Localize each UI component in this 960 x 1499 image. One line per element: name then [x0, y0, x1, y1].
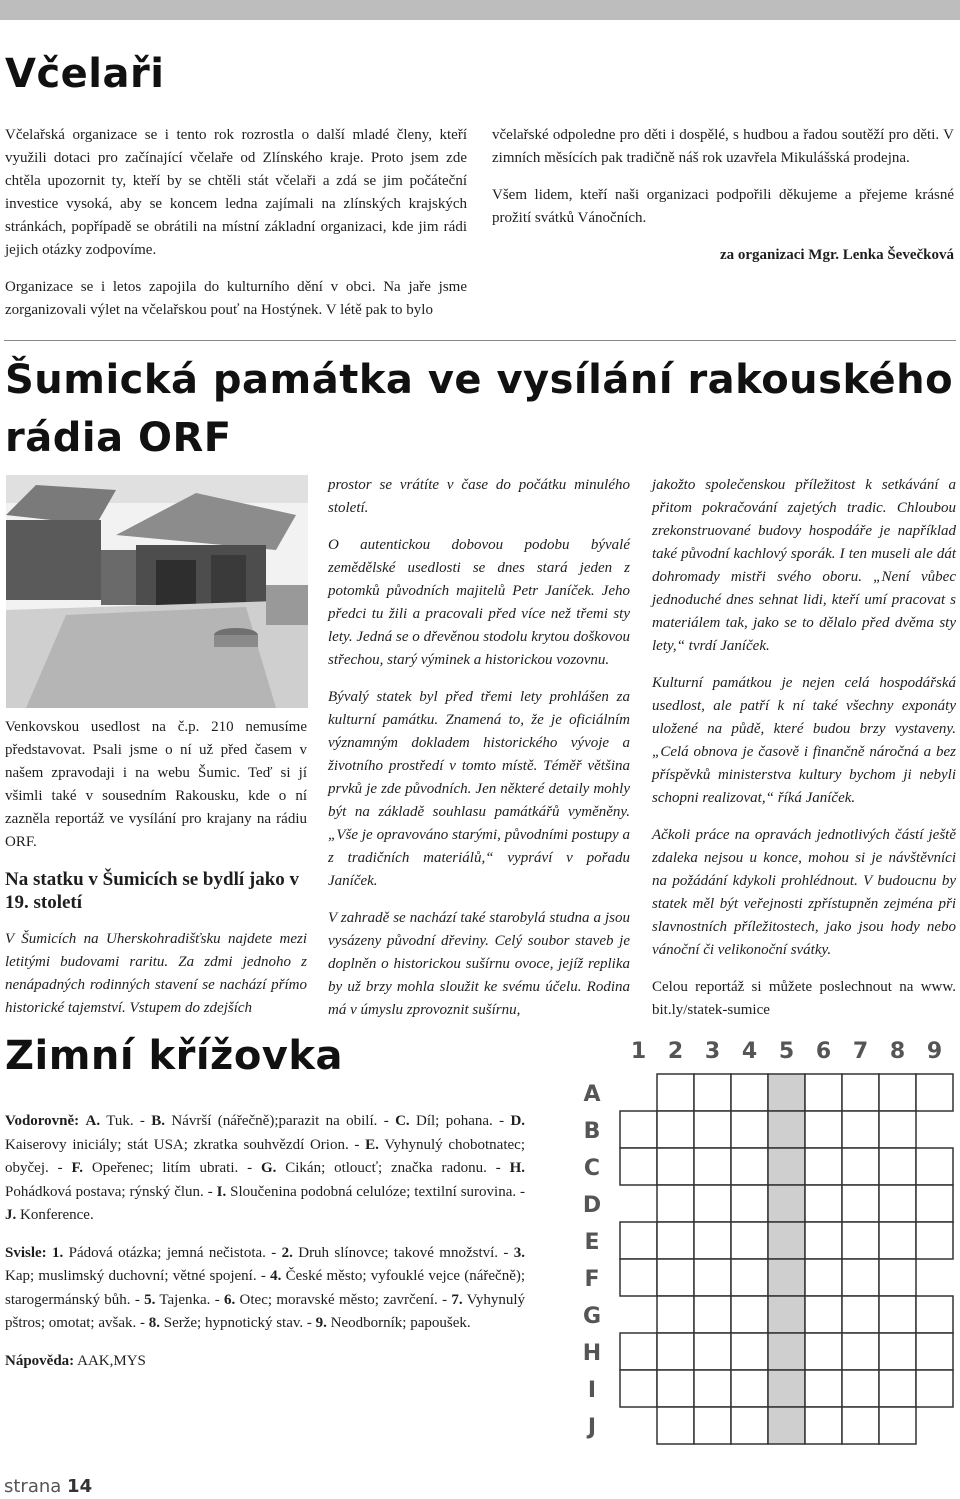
grid-row-label: H: [582, 1341, 602, 1366]
grid-cell: [842, 1111, 879, 1148]
clue-svisle-key: 3.: [513, 1244, 525, 1261]
sumice-column-1: [5, 716, 307, 1034]
grid-cell: [879, 1148, 916, 1185]
clues-vodorovne-label: Vodorovně:: [5, 1113, 80, 1129]
clue-vodorovne-key: B.: [151, 1113, 166, 1129]
grid-cell: [916, 1222, 953, 1259]
grid-cell: [731, 1259, 768, 1296]
grid-cell: [694, 1074, 731, 1111]
grid-cell: [916, 1148, 953, 1185]
grid-cell: [916, 1074, 953, 1111]
grid-col-label: 2: [667, 1039, 684, 1064]
sumice-col2-p3: Bývalý statek byl před třemi lety prohlášen za kulturní památku. Znamená to, že je oficiálním významným dokladem historického vývoje a životního prostředí v tomto místě. Téměř většina prvků je zde původních. Jen některé detaily mohly být na základě souhlasu památkářů vyměněny. „Vše je opravováno starými, původními postupy a z tradičních materiálů,“ vypráví v pořadu Janíček.: [328, 689, 630, 889]
grid-cell: [842, 1074, 879, 1111]
grid-cell: [842, 1148, 879, 1185]
clues-vodorovne-list: [5, 1113, 525, 1223]
grid-cell: [731, 1074, 768, 1111]
sumice-col3-p2: Kulturní památkou je nejen celá hospodářská usedlost, ale patří k ní také všechny exponáty uložené na půdě, které budou brzy vystaveny. „Celá obnova je časově i finančně náročná a bez příspěvků ministerstva kultury bychom ji nebyli schopni realizovat,“ říká Janíček.: [652, 675, 956, 806]
grid-cell: [694, 1185, 731, 1222]
grid-cell: [731, 1222, 768, 1259]
grid-cell: [620, 1148, 657, 1185]
sumice-col2-p1: prostor se vrátíte v čase do počátku minulého století.: [328, 477, 630, 516]
grid-cell: [768, 1333, 805, 1370]
clue-vodorovne-text: Návrší (nářečně);parazit na obilí. -: [171, 1113, 389, 1129]
grid-row-label: C: [583, 1156, 601, 1181]
grid-cell: [768, 1074, 805, 1111]
clue-vodorovne-key: E.: [365, 1136, 379, 1153]
clue-svisle-key: 1.: [52, 1244, 64, 1261]
grid-cell: [657, 1222, 694, 1259]
grid-cell: [694, 1148, 731, 1185]
grid-cell: [879, 1370, 916, 1407]
clues-napoveda: [5, 1350, 525, 1374]
grid-cell: [879, 1185, 916, 1222]
section-title-krizovka: Zimní křížovka: [5, 1033, 343, 1079]
sumice-col2-p4: V zahradě se nachází také starobylá studna a jsou vysázeny původní dřeviny. Celý soubor staveb je doplněn o historickou sušírnu ovoce, jejíž replika by už brzy mohla sloužit ke svému účelu. Rodina má v úmyslu zprovoznit sušírnu,: [328, 910, 630, 1018]
grid-cell: [768, 1296, 805, 1333]
clue-vodorovne-text: Tuk. -: [106, 1113, 145, 1129]
grid-cell: [805, 1074, 842, 1111]
grid-cell: [768, 1222, 805, 1259]
clue-vodorovne-text: Konference.: [20, 1207, 94, 1223]
clue-svisle-key: 6.: [224, 1291, 236, 1308]
grid-cell: [620, 1370, 657, 1407]
clue-svisle-text: Vyhynulý pštros; omotat; avšak. -: [5, 1291, 525, 1331]
section-title-vcelari: Včelaři: [5, 51, 165, 97]
grid-cell: [916, 1333, 953, 1370]
clue-vodorovne-text: Opeřenec; litím ubrati. -: [91, 1160, 253, 1176]
clue-svisle-key: 7.: [451, 1291, 463, 1308]
grid-cell: [879, 1111, 916, 1148]
grid-cell: [657, 1407, 694, 1444]
grid-cell: [879, 1259, 916, 1296]
grid-cell: [805, 1370, 842, 1407]
grid-cell: [657, 1333, 694, 1370]
grid-row-label: G: [582, 1304, 602, 1329]
grid-cell: [842, 1407, 879, 1444]
grid-cell: [731, 1111, 768, 1148]
clues-svisle: [5, 1242, 525, 1336]
sumice-column-2: [328, 474, 630, 1036]
grid-cell: [731, 1148, 768, 1185]
clue-svisle-text: České město; vyfouklé vejce (nářečně); starogermánský bůh. -: [5, 1268, 526, 1308]
vcelari-right-column: [492, 124, 954, 281]
clues-svisle-list: [5, 1245, 525, 1332]
grid-row-label: D: [582, 1193, 602, 1218]
clue-vodorovne-text: Vyhynulý chobotnatec; obyčej. -: [5, 1136, 525, 1176]
grid-cell: [842, 1370, 879, 1407]
grid-cell: [879, 1222, 916, 1259]
grid-cell: [805, 1222, 842, 1259]
crossword-grid-svg: [572, 1032, 956, 1452]
grid-row-label: A: [583, 1082, 601, 1107]
grid-cell: [694, 1407, 731, 1444]
grid-cell: [731, 1296, 768, 1333]
grid-col-label: 6: [815, 1039, 832, 1064]
vcelari-signature: za organizaci Mgr. Lenka Ševečková: [719, 247, 954, 263]
clue-svisle-key: 4.: [270, 1268, 282, 1284]
grid-cell: [805, 1148, 842, 1185]
grid-cell: [842, 1296, 879, 1333]
grid-cell: [694, 1259, 731, 1296]
grid-cell: [731, 1370, 768, 1407]
grid-row-label: J: [587, 1415, 597, 1440]
grid-cell: [879, 1407, 916, 1444]
grid-cell: [879, 1296, 916, 1333]
grid-cell: [768, 1148, 805, 1185]
footer-label: strana: [4, 1476, 62, 1497]
clue-svisle-text: Otec; moravské město; zavrčení. -: [239, 1291, 448, 1308]
clue-vodorovne-key: G.: [260, 1160, 277, 1176]
vcelari-paragraph-3: včelařské odpoledne pro děti i dospělé, s hudbou a řadou soutěží pro děti. V zimních měsících pak tradičně náš rok uzavřela Mikulášská prodejna.: [492, 127, 954, 166]
sumice-col1-text: V Šumicích na Uherskohradišťsku najdete mezi letitými budovami raritu. Za zdmi jednoho z nenápadných rodinných stavení se nachází přímo historické tajemství. Vstupem do zdejších: [5, 931, 307, 1016]
clue-vodorovne-key: C.: [395, 1113, 410, 1129]
grid-cell: [657, 1370, 694, 1407]
grid-cell: [916, 1185, 953, 1222]
grid-col-label: 8: [889, 1039, 906, 1064]
clue-svisle-text: Tajenka. -: [159, 1291, 220, 1308]
clue-vodorovne-key: J.: [5, 1207, 17, 1223]
grid-cell: [768, 1370, 805, 1407]
grid-cell: [657, 1185, 694, 1222]
grid-cell: [620, 1111, 657, 1148]
grid-row-label: B: [583, 1119, 601, 1144]
clue-vodorovne-key: F.: [71, 1160, 83, 1176]
clue-svisle-text: Neodborník; papoušek.: [330, 1315, 471, 1331]
clue-svisle-text: Pádová otázka; jemná nečistota. -: [68, 1244, 277, 1261]
grid-cell: [879, 1333, 916, 1370]
sumice-intro: Venkovskou usedlost na č.p. 210 nemusíme představovat. Psali jsme o ní už před časem v našem zpravodaji i na webu Šumic. Teď si jí všimli také v sousedním Rakousku, kde o ní zazněla reportáž ve vysílání pro krajany na rádiu ORF.: [5, 719, 307, 850]
clue-svisle-key: 2.: [281, 1244, 293, 1261]
grid-cell: [842, 1333, 879, 1370]
grid-col-label: 4: [741, 1039, 758, 1064]
farmstead-photo: [6, 475, 308, 708]
clues-vodorovne: [5, 1110, 525, 1228]
grid-cell: [694, 1370, 731, 1407]
grid-col-label: 7: [852, 1039, 869, 1064]
clue-svisle-key: 8.: [148, 1315, 160, 1331]
vcelari-paragraph-2: Organizace se i letos zapojila do kulturního dění v obci. Na jaře jsme zorganizovali výlet na včelařskou pouť na Hostýnek. V létě pak to bylo: [5, 279, 467, 318]
grid-cell: [620, 1222, 657, 1259]
grid-cell: [657, 1074, 694, 1111]
grid-cell: [694, 1111, 731, 1148]
clue-svisle-text: Kap; muslimský duchovní; větné spojení. -: [5, 1268, 266, 1284]
crossword-grid: [572, 1032, 956, 1452]
sumice-col3-p1: jakožto společenskou příležitost k setkávání a přitom pokračování zajetých tradic. Chloubou zrekonstruované budovy hospodáře je například také původní kachlový sporák. I ten museli ale dát dohromady mistři svého oboru. „Není vůbec jednoduché dnes sehnat lidi, kteří umí pracovat s materiálem tak, jako se to dělalo před dvěma sty lety,“ tvrdí Janíček.: [652, 477, 956, 654]
clue-vodorovne-key: I.: [216, 1183, 227, 1200]
clue-svisle-key: 9.: [315, 1315, 327, 1331]
grid-cell: [657, 1111, 694, 1148]
top-color-bar: [0, 0, 960, 20]
grid-cell: [657, 1296, 694, 1333]
vcelari-left-column: [5, 124, 467, 336]
grid-cell: [879, 1074, 916, 1111]
krizovka-clues: [5, 1110, 525, 1387]
clue-svisle-text: Serže; hypnotický stav. -: [163, 1315, 312, 1331]
grid-col-label: 1: [630, 1039, 647, 1064]
footer-page-number: 14: [67, 1476, 93, 1497]
sumice-col3-p4: Celou reportáž si můžete poslechnout na www. bit.ly/statek-sumice: [652, 979, 956, 1018]
page-footer: [4, 1476, 92, 1497]
sumice-subtitle: Na statku v Šumicích se bydlí jako v 19. století: [5, 869, 300, 913]
vcelari-paragraph-4: Všem lidem, kteří naši organizaci podpořili děkujeme a přejeme krásné prožití svátků Vánočních.: [492, 187, 954, 226]
grid-row-label: F: [584, 1267, 600, 1292]
clue-vodorovne-key: D.: [510, 1113, 526, 1129]
vcelari-paragraph-1: Včelařská organizace se i tento rok rozrostla o další mladé členy, kteří využili dotaci pro začínající včelaře od Zlínského kraje. Proto jsem zde chtěla upozornit ty, kteří by se chtěli stát včelaři a zdá se jim počáteční investice vysoká, aby se koncem ledna zajímali na zlínských krajských stránkách, popřípadě se obrátili na místní základní organizaci, kde jim rádi jejich otázky zodpovíme.: [5, 127, 467, 258]
clue-svisle-key: 5.: [144, 1291, 156, 1308]
grid-cell: [805, 1407, 842, 1444]
grid-cell: [731, 1333, 768, 1370]
grid-cell: [805, 1296, 842, 1333]
grid-cell: [620, 1259, 657, 1296]
grid-col-label: 9: [926, 1039, 943, 1064]
sumice-col3-p3: Ačkoli práce na opravách jednotlivých částí ještě zdaleka nejsou u konce, mohou si je návštěvníci na požádání kdykoli prohlédnout. V budoucnu by statek měl být veřejnosti zpřístupněn zejména při slavnostních příležitostech, jako jsou hody nebo vánoční či velikonoční svátky.: [652, 827, 956, 958]
clue-vodorovne-key: A.: [85, 1113, 101, 1129]
clue-svisle-text: Druh slínovce; takové množství. -: [298, 1244, 509, 1261]
clue-vodorovne-text: Sloučenina podobná celulóze; textilní surovina. -: [230, 1183, 526, 1200]
grid-col-label: 3: [704, 1039, 721, 1064]
clues-napoveda-label: Nápověda:: [5, 1352, 75, 1369]
clue-vodorovne-key: H.: [509, 1160, 526, 1176]
grid-cell: [694, 1333, 731, 1370]
grid-row-label: E: [584, 1230, 600, 1255]
grid-cell: [694, 1222, 731, 1259]
grid-cell: [768, 1407, 805, 1444]
section-divider: [4, 340, 956, 341]
grid-cell: [916, 1296, 953, 1333]
grid-cell: [657, 1148, 694, 1185]
grid-cell: [805, 1259, 842, 1296]
clue-vodorovne-text: Díl; pohana. -: [416, 1113, 505, 1129]
grid-cell: [768, 1111, 805, 1148]
grid-cell: [731, 1407, 768, 1444]
grid-cell: [842, 1222, 879, 1259]
clue-vodorovne-text: Kaiserovy iniciály; stát USA; zkratka souhvězdí Orion. -: [5, 1136, 360, 1153]
clue-vodorovne-text: Cikán; otloucť; značka radonu. -: [285, 1160, 501, 1176]
grid-cell: [620, 1333, 657, 1370]
grid-cell: [916, 1370, 953, 1407]
grid-cell: [657, 1259, 694, 1296]
grid-cell: [805, 1185, 842, 1222]
clues-napoveda-text: AAK,MYS: [77, 1352, 146, 1369]
grid-row-label: I: [587, 1378, 597, 1403]
section-title-sumice-line1: Šumická památka ve vysílání rakouského: [5, 357, 954, 403]
grid-cell: [842, 1185, 879, 1222]
grid-cell: [694, 1296, 731, 1333]
section-title-sumice-line2: rádia ORF: [5, 415, 232, 461]
clue-vodorovne-text: Pohádková postava; rýnský člun. -: [5, 1183, 213, 1200]
grid-cell: [842, 1259, 879, 1296]
grid-cell: [805, 1111, 842, 1148]
clues-svisle-label: Svisle:: [5, 1244, 47, 1261]
grid-cell: [768, 1185, 805, 1222]
grid-cell: [731, 1185, 768, 1222]
grid-col-label: 5: [778, 1039, 795, 1064]
grid-cell: [768, 1259, 805, 1296]
sumice-col2-p2: O autentickou dobovou podobu bývalé zemědělské usedlosti se dnes stará jeden z potomků původních majitelů Petr Janíček. Jeho předci tu žili a pracovali před více než třemi sty lety. Jedná se o dřevěnou stodolu krytou doškovou střechou, starý výminek a historickou vozovnu.: [328, 537, 630, 668]
grid-cell: [805, 1333, 842, 1370]
sumice-column-3: [652, 474, 956, 1036]
